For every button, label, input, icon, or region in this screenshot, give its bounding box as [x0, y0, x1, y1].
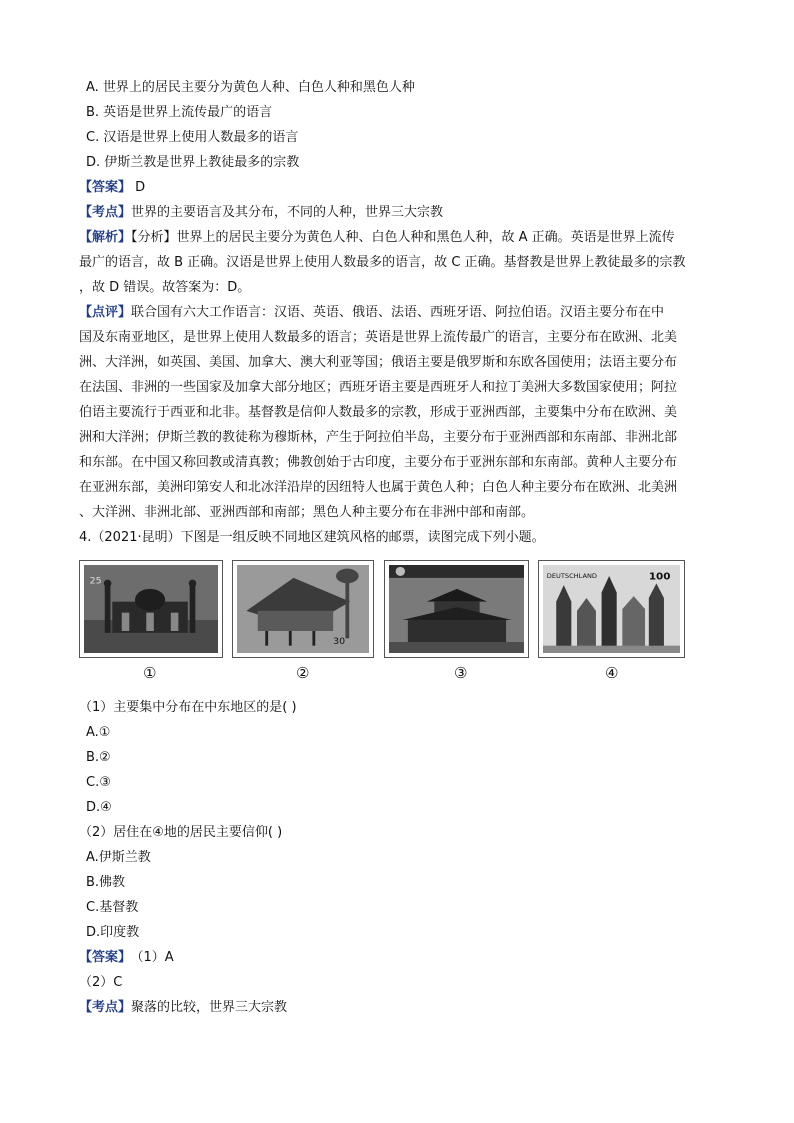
- q4-answer-2: （2）C: [79, 975, 123, 990]
- comment-line-3: 洲、大洋洲，如英国、美国、加拿大、澳大利亚等国；俄语主要是俄罗斯和东欧各国使用；法语主要分布: [79, 355, 678, 370]
- q4-answer-1: （1）A: [137, 950, 174, 965]
- stamp-label-1: ①: [143, 664, 157, 682]
- option-a: A. 世界上的居民主要分为黄色人种、白色人种和黑色人种: [86, 80, 415, 95]
- comment-line-1: [79, 304, 664, 322]
- stamp-4-country: DEUTSCHLAND: [546, 571, 598, 580]
- sub1-option-d: D.④: [86, 800, 112, 815]
- comment-tag: 【点评】: [79, 305, 132, 320]
- analysis-line-2: 最广的语言，故 B 正确。汉语是世界上使用人数最多的语言，故 C 正确。基督教是世界上教徒最多的宗教: [79, 255, 686, 270]
- answer-line: [79, 179, 145, 197]
- comment-line-6: 洲和大洋洲；伊斯兰教的教徒称为穆斯林，产生于阿拉伯半岛，主要分布于亚洲西部和东南部、非洲北部: [79, 430, 678, 445]
- option-d: D. 伊斯兰教是世界上教徒最多的宗教: [86, 155, 300, 170]
- stamp-3-chinese-building: [385, 561, 528, 657]
- comment-line-7: 和东部。在中国又称回教或清真教；佛教创始于古印度，主要分布于亚洲东部和东南部。黄种人主要分布: [79, 455, 678, 470]
- sub1-stem: （1）主要集中分布在中东地区的是( ): [79, 700, 297, 715]
- comment-line-9: 、大洋洲、非洲北部、亚洲西部和南部；黑色人种主要分布在非洲中部和南部。: [79, 505, 535, 520]
- sub2-option-d: D.印度教: [86, 925, 140, 940]
- comment-line-8: 在亚洲东部，美洲印第安人和北冰洋沿岸的因纽特人也属于黄色人种；白色人种主要分布在欧洲、北美洲: [79, 480, 678, 495]
- comment-line-4: 在法国、非洲的一些国家及加拿大部分地区；西班牙语主要是西班牙人和拉丁美洲大多数国家使用；阿拉: [79, 380, 678, 395]
- comment-line-2: 国及东南亚地区，是世界上使用人数最多的语言；英语是世界上流传最广的语言，主要分布在欧洲、北美: [79, 330, 678, 345]
- stamp-1-mosque: [80, 561, 222, 657]
- analysis-line-1: [79, 229, 675, 247]
- stamp-4-value: 100: [648, 571, 671, 583]
- sub1-option-a: A.①: [86, 725, 111, 740]
- option-c: C. 汉语是世界上使用人数最多的语言: [86, 130, 299, 145]
- comment-line-5: 伯语主要流行于西亚和北非。基督教是信仰人数最多的宗教，形成于亚洲西部，主要集中分布在欧洲、美: [79, 405, 678, 420]
- q4-answer-line: [79, 949, 174, 967]
- sub2-option-c: C.基督教: [86, 900, 139, 915]
- sub1-option-c: C.③: [86, 775, 111, 790]
- stamp-label-4: ④: [605, 664, 619, 682]
- q4-point-value: 聚落的比较，世界三大宗教: [131, 1000, 288, 1015]
- option-b: B. 英语是世界上流传最广的语言: [86, 105, 273, 120]
- analysis-line-3: ，故 D 错误。故答案为：D。: [79, 280, 251, 295]
- analysis-tag: 【解析】: [79, 230, 132, 245]
- stamp-2-stilt-house: [233, 561, 373, 657]
- point-tag: 【考点】: [79, 205, 132, 220]
- sub1-option-b: B.②: [86, 750, 111, 765]
- point-line: [79, 204, 443, 222]
- analysis-text: 【分析】世界上的居民主要分为黄色人种、白色人种和黑色人种，故 A 正确。英语是世界上流传: [131, 230, 675, 245]
- answer-tag: 【答案】: [79, 180, 132, 195]
- stamp-1-value: 25: [89, 575, 102, 587]
- sub2-option-b: B.佛教: [86, 875, 126, 890]
- point-value: 世界的主要语言及其分布，不同的人种，世界三大宗教: [131, 205, 444, 220]
- q4-point-line: [79, 999, 287, 1017]
- question-4-stem: 4.（2021·昆明）下图是一组反映不同地区建筑风格的邮票，读图完成下列小题。: [79, 530, 545, 545]
- sub2-option-a: A.伊斯兰教: [86, 850, 151, 865]
- stamp-4-european-town: [539, 561, 684, 657]
- answer-value: D: [131, 180, 146, 195]
- comment-text: 联合国有六大工作语言：汉语、英语、俄语、法语、西班牙语、阿拉伯语。汉语主要分布在中: [131, 305, 665, 320]
- stamp-label-3: ③: [454, 664, 468, 682]
- sub2-stem: （2）居住在④地的居民主要信仰( ): [79, 825, 283, 840]
- q4-answer-tag: 【答案】: [79, 950, 132, 965]
- q4-point-tag: 【考点】: [79, 1000, 132, 1015]
- stamp-label-2: ②: [296, 664, 310, 682]
- stamp-2-value: 30: [333, 635, 346, 647]
